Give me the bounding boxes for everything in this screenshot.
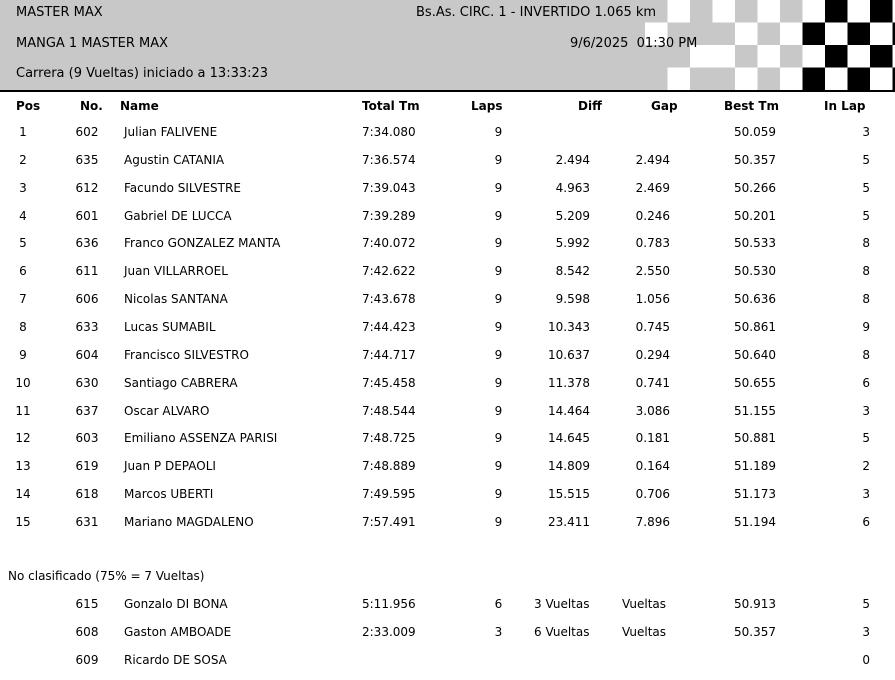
cell-total: 7:49.595 <box>362 487 416 502</box>
col-laps: Laps <box>471 99 503 113</box>
cell-no: 630 <box>75 375 99 390</box>
cell-diff: 6 Vueltas <box>534 625 590 639</box>
checker-square <box>735 45 758 68</box>
checker-square <box>735 0 758 23</box>
checker-square <box>825 23 848 46</box>
cell-gap: Vueltas <box>622 625 667 639</box>
cell-total: 7:34.080 <box>362 125 416 139</box>
circuit-info: Bs.As. CIRC. 1 - INVERTIDO 1.065 km <box>416 5 657 20</box>
cell-no: 604 <box>75 347 99 362</box>
cell-no: 606 <box>75 292 99 307</box>
col-name: Name <box>120 99 159 113</box>
cell-total: 7:40.072 <box>362 236 416 251</box>
cell-diff: 11.378 <box>548 375 590 390</box>
cell-name: Emiliano ASSENZA PARISI <box>124 431 278 446</box>
cell-total: 7:45.458 <box>362 375 416 390</box>
cell-laps: 9 <box>494 292 503 307</box>
cell-laps: 9 <box>494 180 503 195</box>
cell-inlap: 3 <box>862 403 870 418</box>
cell-inlap: 5 <box>862 431 870 446</box>
cell-no: 615 <box>75 597 99 611</box>
cell-gap: 3.086 <box>635 403 670 418</box>
cell-gap: 0.164 <box>635 459 670 474</box>
cell-name: Gaston AMBOADE <box>124 625 232 639</box>
checker-square <box>825 68 848 91</box>
cell-laps: 9 <box>494 125 503 139</box>
cell-gap: 0.246 <box>635 208 670 223</box>
cell-best: 51.173 <box>734 487 776 502</box>
cell-best: 50.913 <box>734 597 776 611</box>
cell-inlap: 3 <box>862 625 870 639</box>
not-classified-label: No clasificado (75% = 7 Vueltas) <box>8 569 205 583</box>
cell-diff: 14.645 <box>548 431 590 446</box>
cell-inlap: 5 <box>862 180 870 195</box>
cell-name: Marcos UBERTI <box>124 487 214 502</box>
cell-best: 50.357 <box>734 152 776 167</box>
checker-square <box>848 0 871 23</box>
cell-laps: 9 <box>494 487 503 502</box>
race-datetime: 9/6/2025 01:30 PM <box>570 36 698 51</box>
cell-no: 618 <box>75 487 99 502</box>
cell-inlap: 8 <box>862 347 870 362</box>
cell-total: 7:57.491 <box>362 514 416 529</box>
cell-diff: 15.515 <box>548 487 590 502</box>
checker-square <box>668 68 691 91</box>
cell-gap: 2.550 <box>635 264 670 279</box>
cell-pos: 11 <box>15 403 31 418</box>
cell-total: 7:44.717 <box>362 347 416 362</box>
cell-pos: 12 <box>15 431 31 446</box>
cell-diff: 2.494 <box>555 152 590 167</box>
cell-total: 7:48.725 <box>362 431 416 446</box>
cell-gap: 1.056 <box>635 292 670 307</box>
cell-total: 7:43.678 <box>362 292 416 307</box>
checker-square <box>803 0 826 23</box>
cell-name: Francisco SILVESTRO <box>124 347 249 362</box>
cell-name: Agustin CATANIA <box>124 152 225 167</box>
checker-square <box>735 68 758 91</box>
col-best: Best Tm <box>724 99 780 113</box>
cell-diff: 8.542 <box>555 264 590 279</box>
cell-inlap: 8 <box>862 236 870 251</box>
cell-no: 608 <box>75 625 99 639</box>
checker-square <box>713 23 736 46</box>
checker-square <box>758 45 781 68</box>
cell-total: 2:33.009 <box>362 625 416 639</box>
cell-best: 50.861 <box>734 319 776 334</box>
cell-pos: 8 <box>19 319 27 334</box>
cell-total: 7:42.622 <box>362 264 416 279</box>
cell-no: 612 <box>75 180 99 195</box>
checker-square <box>780 23 803 46</box>
cell-best: 50.059 <box>734 125 776 139</box>
cell-no: 635 <box>75 152 99 167</box>
cell-diff: 23.411 <box>548 514 590 529</box>
cell-pos: 2 <box>19 152 27 167</box>
cell-name: Julian FALIVENE <box>124 125 218 139</box>
cell-pos: 10 <box>15 375 31 390</box>
cell-laps: 9 <box>494 208 503 223</box>
cell-gap: 0.741 <box>635 375 670 390</box>
checker-square <box>780 45 803 68</box>
checker-square <box>758 23 781 46</box>
checker-square <box>848 23 871 46</box>
cell-laps: 6 <box>494 597 503 611</box>
cell-diff: 10.637 <box>548 347 590 362</box>
cell-best: 50.533 <box>734 236 776 251</box>
cell-no: 631 <box>75 514 99 529</box>
col-gap: Gap <box>651 99 678 113</box>
checker-square <box>870 23 893 46</box>
cell-inlap: 8 <box>862 264 870 279</box>
cell-best: 50.655 <box>734 375 776 390</box>
cell-name: Franco GONZALEZ MANTA <box>124 236 281 251</box>
cell-no: 637 <box>75 403 99 418</box>
cell-no: 601 <box>75 208 99 223</box>
header-divider <box>0 90 895 92</box>
cell-best: 50.881 <box>734 431 776 446</box>
race-info: Carrera (9 Vueltas) iniciado a 13:33:23 <box>16 66 269 81</box>
cell-inlap: 0 <box>862 653 870 667</box>
col-total: Total Tm <box>362 99 420 113</box>
cell-laps: 9 <box>494 152 503 167</box>
cell-best: 50.530 <box>734 264 776 279</box>
cell-gap: 7.896 <box>635 514 670 529</box>
cell-gap: Vueltas <box>622 597 667 611</box>
cell-no: 619 <box>75 459 99 474</box>
cell-gap: 0.783 <box>635 236 670 251</box>
cell-name: Gabriel DE LUCCA <box>124 208 232 223</box>
cell-name: Santiago CABRERA <box>124 375 238 390</box>
cell-name: Lucas SUMABIL <box>124 319 216 334</box>
cell-laps: 9 <box>494 459 503 474</box>
cell-no: 602 <box>75 125 99 139</box>
cell-laps: 9 <box>494 403 503 418</box>
cell-total: 7:48.889 <box>362 459 416 474</box>
cell-inlap: 5 <box>862 597 870 611</box>
cell-best: 50.357 <box>734 625 776 639</box>
cell-inlap: 3 <box>862 125 870 139</box>
checker-square <box>825 0 848 23</box>
cell-total: 7:39.043 <box>362 180 416 195</box>
cell-no: 609 <box>75 653 99 667</box>
cell-gap: 0.745 <box>635 319 670 334</box>
cell-pos: 5 <box>19 236 27 251</box>
checker-square <box>803 45 826 68</box>
col-no: No. <box>80 99 103 113</box>
cell-gap: 0.294 <box>635 347 670 362</box>
cell-name: Nicolas SANTANA <box>124 292 228 307</box>
checker-square <box>780 0 803 23</box>
cell-pos: 13 <box>15 459 31 474</box>
checker-square <box>825 45 848 68</box>
cell-pos: 4 <box>19 208 27 223</box>
cell-inlap: 8 <box>862 292 870 307</box>
cell-laps: 9 <box>494 319 503 334</box>
cell-name: Gonzalo DI BONA <box>124 597 228 611</box>
cell-best: 50.636 <box>734 292 776 307</box>
cell-total: 7:48.544 <box>362 403 416 418</box>
cell-pos: 9 <box>19 347 27 362</box>
cell-diff: 5.992 <box>555 236 590 251</box>
checker-square <box>735 23 758 46</box>
cell-total: 7:36.574 <box>362 152 416 167</box>
checker-square <box>870 68 893 91</box>
cell-best: 51.189 <box>734 459 776 474</box>
cell-name: Juan VILLARROEL <box>124 264 228 279</box>
cell-inlap: 2 <box>862 459 870 474</box>
cell-diff: 5.209 <box>555 208 590 223</box>
checker-square <box>713 0 736 23</box>
cell-no: 636 <box>75 236 99 251</box>
cell-gap: 2.469 <box>635 180 670 195</box>
cell-diff: 9.598 <box>555 292 590 307</box>
checker-square <box>713 45 736 68</box>
cell-diff: 14.464 <box>548 403 590 418</box>
cell-laps: 9 <box>494 264 503 279</box>
cell-name: Ricardo DE SOSA <box>124 653 227 667</box>
cell-best: 50.266 <box>734 180 776 195</box>
cell-laps: 9 <box>494 347 503 362</box>
cell-best: 51.194 <box>734 514 776 529</box>
col-pos: Pos <box>16 99 41 113</box>
event-title: MASTER MAX <box>16 5 103 20</box>
cell-total: 7:39.289 <box>362 208 416 223</box>
col-inlap: In Lap <box>824 99 866 113</box>
cell-pos: 1 <box>19 125 27 139</box>
cell-diff: 14.809 <box>548 459 590 474</box>
cell-gap: 2.494 <box>635 152 670 167</box>
cell-laps: 9 <box>494 431 503 446</box>
cell-name: Oscar ALVARO <box>124 403 210 418</box>
cell-name: Mariano MAGDALENO <box>124 514 254 529</box>
cell-inlap: 3 <box>862 487 870 502</box>
checker-square <box>668 0 691 23</box>
cell-total: 7:44.423 <box>362 319 416 334</box>
cell-best: 51.155 <box>734 403 776 418</box>
cell-pos: 14 <box>15 487 31 502</box>
checker-square <box>848 45 871 68</box>
cell-laps: 9 <box>494 236 503 251</box>
checker-square <box>803 23 826 46</box>
col-diff: Diff <box>578 99 602 113</box>
cell-best: 50.640 <box>734 347 776 362</box>
cell-name: Juan P DEPAOLI <box>124 459 216 474</box>
cell-no: 611 <box>75 264 99 279</box>
results-header <box>0 0 895 90</box>
checker-square <box>870 0 893 23</box>
checker-square <box>870 45 893 68</box>
cell-pos: 3 <box>19 180 27 195</box>
cell-laps: 9 <box>494 375 503 390</box>
cell-inlap: 6 <box>862 514 870 529</box>
cell-pos: 6 <box>19 264 27 279</box>
cell-laps: 9 <box>494 514 503 529</box>
cell-pos: 7 <box>19 292 27 307</box>
cell-inlap: 5 <box>862 208 870 223</box>
checker-square <box>803 68 826 91</box>
checker-square <box>848 68 871 91</box>
cell-pos: 15 <box>15 514 31 529</box>
cell-inlap: 6 <box>862 375 870 390</box>
cell-inlap: 5 <box>862 152 870 167</box>
cell-gap: 0.181 <box>635 431 670 446</box>
cell-gap: 0.706 <box>635 487 670 502</box>
checker-square <box>780 68 803 91</box>
cell-diff: 10.343 <box>548 319 590 334</box>
session-title: MANGA 1 MASTER MAX <box>16 36 169 51</box>
checker-square <box>713 68 736 91</box>
cell-best: 50.201 <box>734 208 776 223</box>
checker-square <box>758 0 781 23</box>
cell-total: 5:11.956 <box>362 597 416 611</box>
cell-name: Facundo SILVESTRE <box>124 180 241 195</box>
cell-inlap: 9 <box>862 319 870 334</box>
cell-laps: 3 <box>494 625 503 639</box>
cell-no: 633 <box>75 319 99 334</box>
cell-diff: 3 Vueltas <box>534 597 590 611</box>
cell-no: 603 <box>75 431 99 446</box>
checker-square <box>758 68 781 91</box>
cell-diff: 4.963 <box>555 180 590 195</box>
